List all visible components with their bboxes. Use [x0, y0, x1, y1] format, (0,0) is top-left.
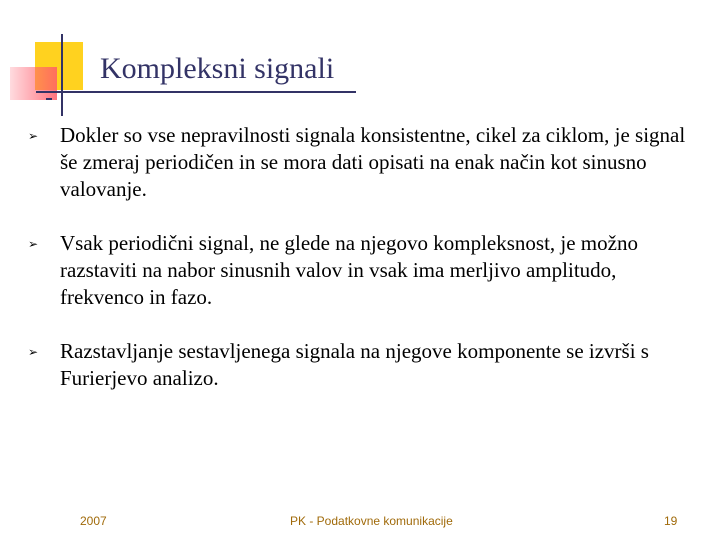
bullet-item: [28, 122, 704, 203]
slide-title: Kompleksni signali: [100, 52, 335, 85]
decorative-tick: [46, 98, 52, 100]
bullet-list: [28, 122, 704, 419]
footer-course-title: PK - Podatkovne komunikacije: [290, 514, 453, 528]
arrow-bullet-icon: ➢: [28, 129, 39, 143]
page-number: 19: [664, 514, 678, 528]
bullet-item: [28, 338, 704, 392]
decorative-red-bar: [10, 67, 57, 100]
arrow-bullet-icon: ➢: [28, 345, 39, 359]
title-underline: [36, 91, 356, 93]
bullet-text: Razstavljanje sestavljenega signala na njegove komponente se izvrši s Furierjevo analizo.: [60, 339, 649, 390]
arrow-bullet-icon: ➢: [28, 237, 39, 251]
decorative-vertical-line: [61, 34, 63, 116]
footer-year: 2007: [80, 514, 107, 528]
bullet-text: Vsak periodični signal, ne glede na njegovo kompleksnost, je možno razstaviti na nabor sinusnih valov in vsak ima merljivo amplitudo, frekvenco in fazo.: [60, 231, 638, 309]
bullet-text: Dokler so vse nepravilnosti signala konsistentne, cikel za ciklom, je signal še zmeraj periodičen in se mora dati opisati na enak način kot sinusno valovanje.: [60, 123, 686, 201]
bullet-item: [28, 230, 704, 311]
